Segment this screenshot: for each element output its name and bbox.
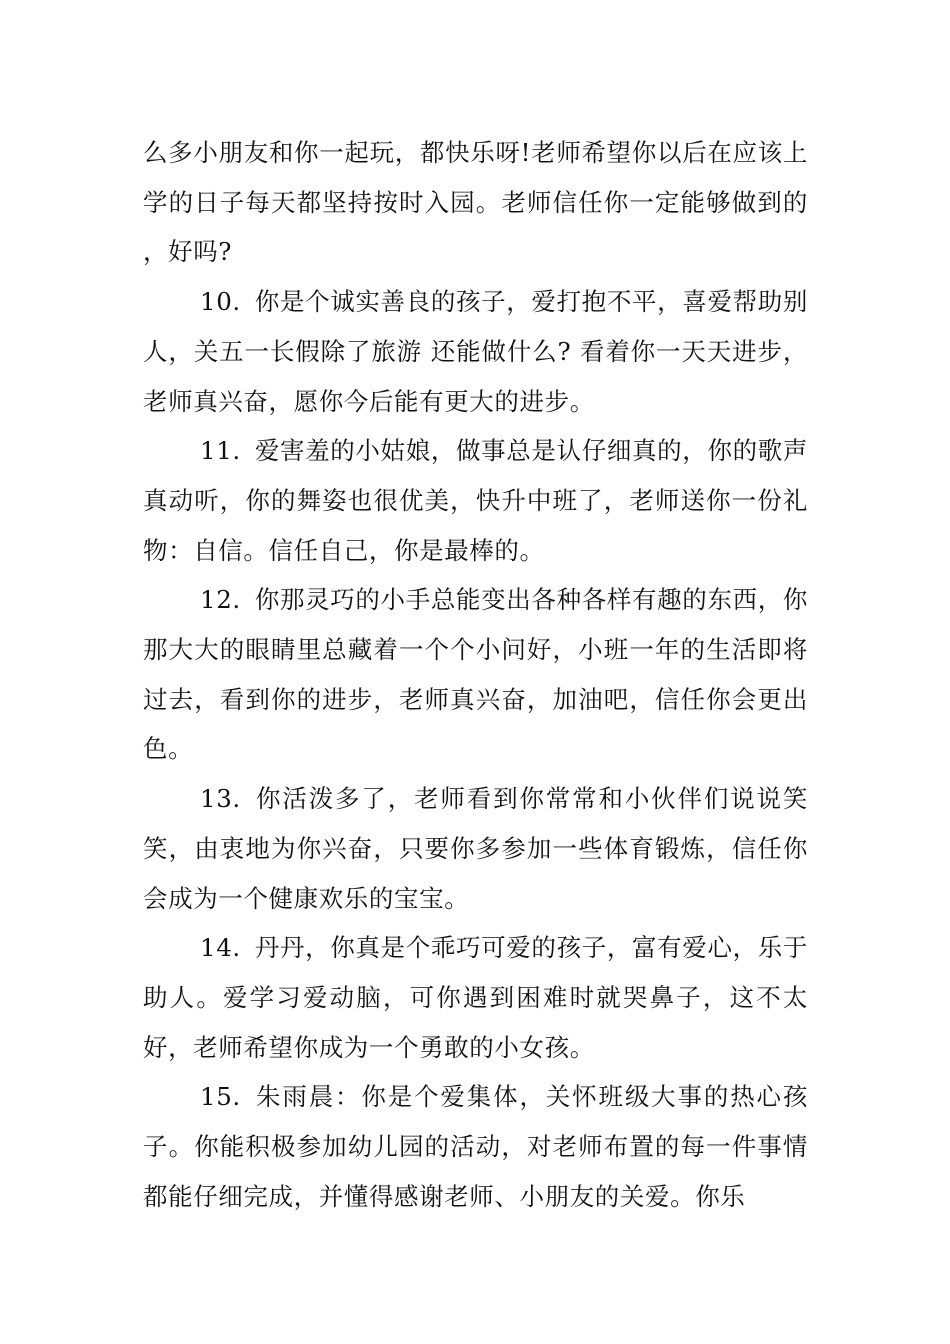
item-number: 14. xyxy=(200,933,241,963)
paragraph-text: 你那灵巧的小手总能变出各种各样有趣的东西，你那大大的眼睛里总藏着一个个小问好，小班一年的生活即将过去，看到你的进步，老师真兴奋，加油吧，信任你会更出色。 xyxy=(143,585,808,764)
paragraph-item-11 xyxy=(143,426,808,575)
paragraph-item-10 xyxy=(143,277,808,426)
paragraph-continued xyxy=(143,128,808,277)
paragraph-item-12 xyxy=(143,575,808,774)
item-number: 13. xyxy=(200,784,241,814)
item-number: 15. xyxy=(200,1082,241,1112)
item-number: 11. xyxy=(200,436,241,466)
paragraph-text: 爱害羞的小姑娘，做事总是认仔细真的，你的歌声真动听，你的舞姿也很优美，快升中班了，老师送你一份礼物：自信。信任自己，你是最棒的。 xyxy=(143,436,808,565)
item-number: 12. xyxy=(200,585,241,615)
paragraph-item-14 xyxy=(143,923,808,1072)
item-number: 10. xyxy=(200,287,241,317)
paragraph-text: 么多小朋友和你一起玩，都快乐呀!老师希望你以后在应该上学的日子每天都坚持按时入园。老师信任你一定能够做到的 ，好吗? xyxy=(143,138,808,267)
paragraph-text: 丹丹，你真是个乖巧可爱的孩子，富有爱心，乐于助人。爱学习爱动脑，可你遇到困难时就哭鼻子，这不太好，老师希望你成为一个勇敢的小女孩。 xyxy=(143,933,808,1062)
paragraph-text: 朱雨晨：你是个爱集体，关怀班级大事的热心孩子。你能积极参加幼儿园的活动，对老师布置的每一件事情都能仔细完成，并懂得感谢老师、小朋友的关爱。你乐 xyxy=(143,1082,808,1211)
paragraph-text: 你是个诚实善良的孩子，爱打抱不平，喜爱帮助别人，关五一长假除了旅游 还能做什么? 看着你一天天进步，老师真兴奋，愿你今后能有更大的进步。 xyxy=(143,287,808,416)
paragraph-item-15 xyxy=(143,1072,808,1221)
paragraph-text: 你活泼多了，老师看到你常常和小伙伴们说说笑笑，由衷地为你兴奋，只要你多参加一些体育锻炼，信任你会成为一个健康欢乐的宝宝。 xyxy=(143,784,808,913)
paragraph-item-13 xyxy=(143,774,808,923)
document-body xyxy=(143,128,808,1221)
